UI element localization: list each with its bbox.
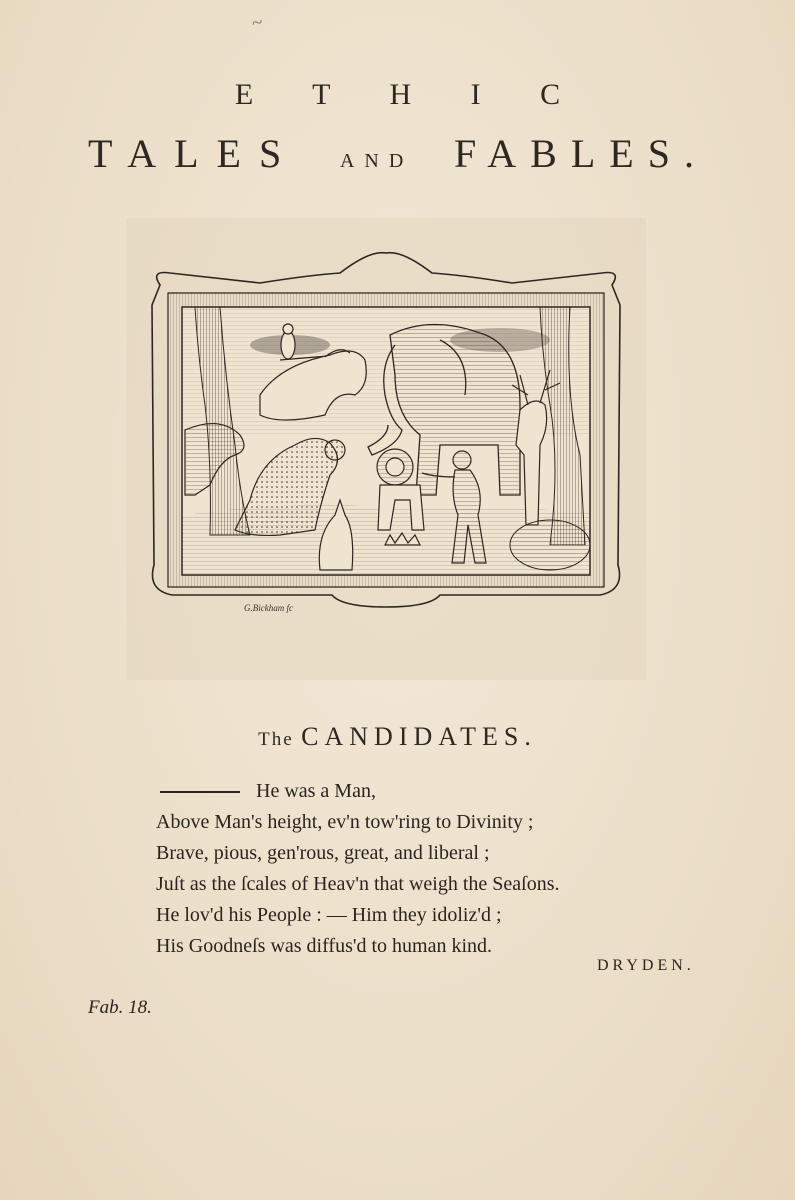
pencil-mark: ~ <box>249 11 265 35</box>
em-dash-rule <box>160 791 240 793</box>
engraving-illustration <box>140 245 632 620</box>
fable-title <box>0 722 795 752</box>
verse-line: His Goodneſs was diffus'd to human kind. <box>156 935 492 957</box>
title-word-tales: TALES <box>88 131 300 176</box>
verse-line: He lov'd his People : — Him they idoliz'd ; <box>156 904 502 926</box>
verse-block <box>156 776 560 962</box>
fable-title-main: CANDIDATES. <box>301 722 537 751</box>
bush <box>510 520 590 570</box>
title-word-fables: FABLES. <box>454 131 708 176</box>
verse-attribution: DRYDEN. <box>597 957 695 974</box>
crown <box>385 533 420 545</box>
verse-line: Above Man's height, ev'n tow'ring to Divinity ; <box>156 811 534 833</box>
verse-line: He was a Man, <box>156 776 560 807</box>
verse-line: Brave, pious, gen'rous, great, and liberal ; <box>156 842 490 864</box>
title-word-and: AND <box>339 150 414 172</box>
fable-reference: Fab. 18. <box>88 997 152 1018</box>
verse-line: Juſt as the ſcales of Heav'n that weigh the Seaſons. <box>156 873 560 895</box>
page-title-ethic: E T H I C <box>234 78 587 111</box>
engraver-signature: G.Bickham fc <box>244 603 293 613</box>
page-title-tales-and-fables <box>88 130 708 177</box>
fable-title-article: The <box>258 729 294 750</box>
